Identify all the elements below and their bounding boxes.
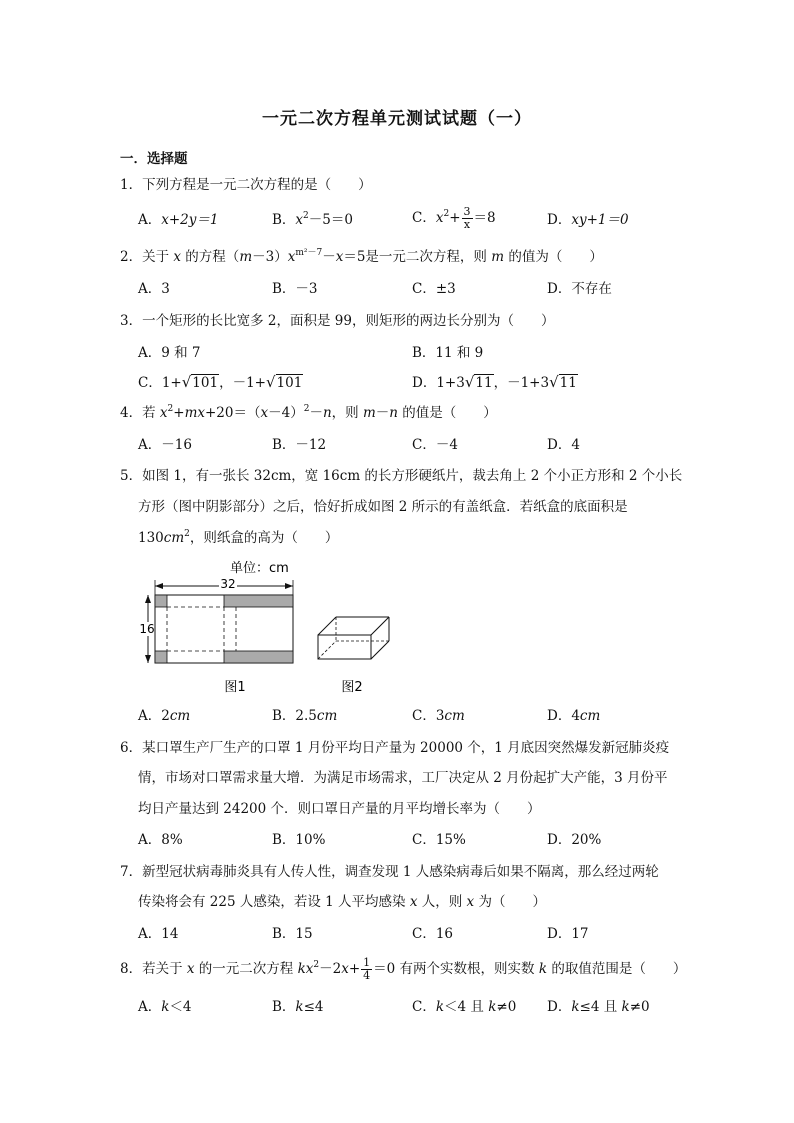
- question-8-stem: 8．若关于 x 的一元二次方程 $kx^2-2x+$ $\frac{1}{4}$ ＝0 有两个实数根，则实数 k 的取值范围是（ ）: [120, 956, 687, 982]
- dimension-16-label: 16: [139, 622, 155, 636]
- question-5-line-2: 方形（图中阴影部分）之后，恰好折成如图 2 所示的有盖纸盒．若纸盒的底面积是: [138, 499, 628, 515]
- q4-option-a: A．－16: [138, 437, 192, 453]
- question-7-line-2: 传染将会有 225 人感染，若设 1 人平均感染 x 人，则 x 为（ ）: [138, 894, 546, 910]
- question-6-line-3: 均日产量达到 24200 个．则口罩日产量的月平均增长率为（ ）: [138, 801, 541, 817]
- question-5-line-3: $130cm^2$，则纸盒的高为（ ）: [138, 529, 339, 546]
- q6-option-b: B．10%: [272, 832, 326, 848]
- q5-option-c: C．3cm: [412, 708, 465, 724]
- figure-2-box: [310, 605, 395, 700]
- q5-option-d: D．4cm: [547, 708, 601, 724]
- q6-option-d: D．20%: [547, 832, 602, 848]
- q1-option-a: A．x+2y＝1: [138, 212, 219, 228]
- q4-option-b: B．－12: [272, 437, 327, 453]
- fraction: $\frac{3}{x}$: [463, 205, 471, 231]
- question-1-stem: 1．下列方程是一元二次方程的是（ ）: [120, 177, 372, 193]
- q6-option-a: A．8%: [138, 832, 183, 848]
- q8-option-a: A．k＜4: [138, 999, 192, 1015]
- square-root: √101: [181, 373, 219, 391]
- question-3-stem: 3．一个矩形的长比宽多 2，面积是 99，则矩形的两边长分别为（ ）: [120, 313, 555, 329]
- figure-1-label: 图1: [224, 680, 246, 695]
- q1-option-b: B．$x^2-5=0$: [272, 211, 353, 228]
- q7-option-c: C．16: [412, 926, 454, 942]
- square-root: √101: [265, 373, 303, 391]
- figure-1-cardboard-net: [135, 555, 310, 705]
- q5-option-a: A．2cm: [138, 708, 191, 724]
- question-4-stem: 4．若 $x^2+mx+20=(x-4)^2-n$，则 m－n 的值是（ ）: [120, 404, 497, 421]
- unit-label: 单位：cm: [230, 561, 289, 576]
- q7-option-b: B．15: [272, 926, 313, 942]
- question-2-stem: 2．关于 x 的方程$(m-3)x^{m^2-7}-x=5$是一元二次方程，则 m 的值为（ ）: [120, 248, 603, 265]
- q7-option-a: A．14: [138, 926, 179, 942]
- question-7-line-1: 7．新型冠状病毒肺炎具有人传人性，调查发现 1 人感染病毒后如果不隔离，那么经过两轮: [120, 864, 659, 880]
- square-root: √11: [549, 373, 577, 391]
- question-6-line-1: 6．某口罩生产厂生产的口罩 1 月份平均日产量为 20000 个，1 月底因突然爆发新冠肺炎疫: [120, 740, 670, 756]
- q2-option-b: B．－3: [272, 281, 318, 297]
- q7-option-d: D．17: [547, 926, 589, 942]
- question-5-line-1: 5．如图 1，有一张长 32cm，宽 16cm 的长方形硬纸片，裁去角上 2 个小正方形和 2 个小长: [120, 468, 683, 484]
- q4-option-d: D．4: [547, 437, 580, 453]
- q1-option-c: C．$x^2+$ $\frac{3}{x}$ ＝8: [412, 205, 496, 231]
- fraction: $\frac{1}{4}$: [363, 956, 371, 982]
- q2-option-a: A．3: [138, 281, 170, 297]
- q3-option-b: B．11 和 9: [412, 345, 484, 361]
- q2-option-c: C．±3: [412, 281, 456, 297]
- question-6-line-2: 情，市场对口罩需求量大增．为满足市场需求，工厂决定从 2 月份起扩大产能，3 月份平: [138, 770, 668, 786]
- q3-option-c: C．1+√101，－1+√101: [138, 373, 303, 391]
- q4-option-c: C．－4: [412, 437, 458, 453]
- q1-option-d: D．xy+1＝0: [547, 212, 629, 228]
- q8-option-d: D．k≤4 且 k≠0: [547, 999, 650, 1015]
- q3-option-d: D．1+3√11，－1+3√11: [412, 373, 577, 391]
- q6-option-c: C．15%: [412, 832, 466, 848]
- q2-option-d: D．不存在: [547, 281, 612, 297]
- q8-option-c: C．k＜4 且 k≠0: [412, 999, 517, 1015]
- figure-2-label: 图2: [341, 680, 363, 695]
- page-title: 一元二次方程单元测试试题（一）: [262, 109, 532, 129]
- dimension-32-label: 32: [220, 577, 236, 591]
- q5-option-b: B．2.5cm: [272, 708, 338, 724]
- square-root: √11: [464, 373, 493, 391]
- section-heading: 一．选择题: [120, 151, 188, 167]
- q8-option-b: B．k≤4: [272, 999, 324, 1015]
- q3-option-a: A．9 和 7: [138, 345, 201, 361]
